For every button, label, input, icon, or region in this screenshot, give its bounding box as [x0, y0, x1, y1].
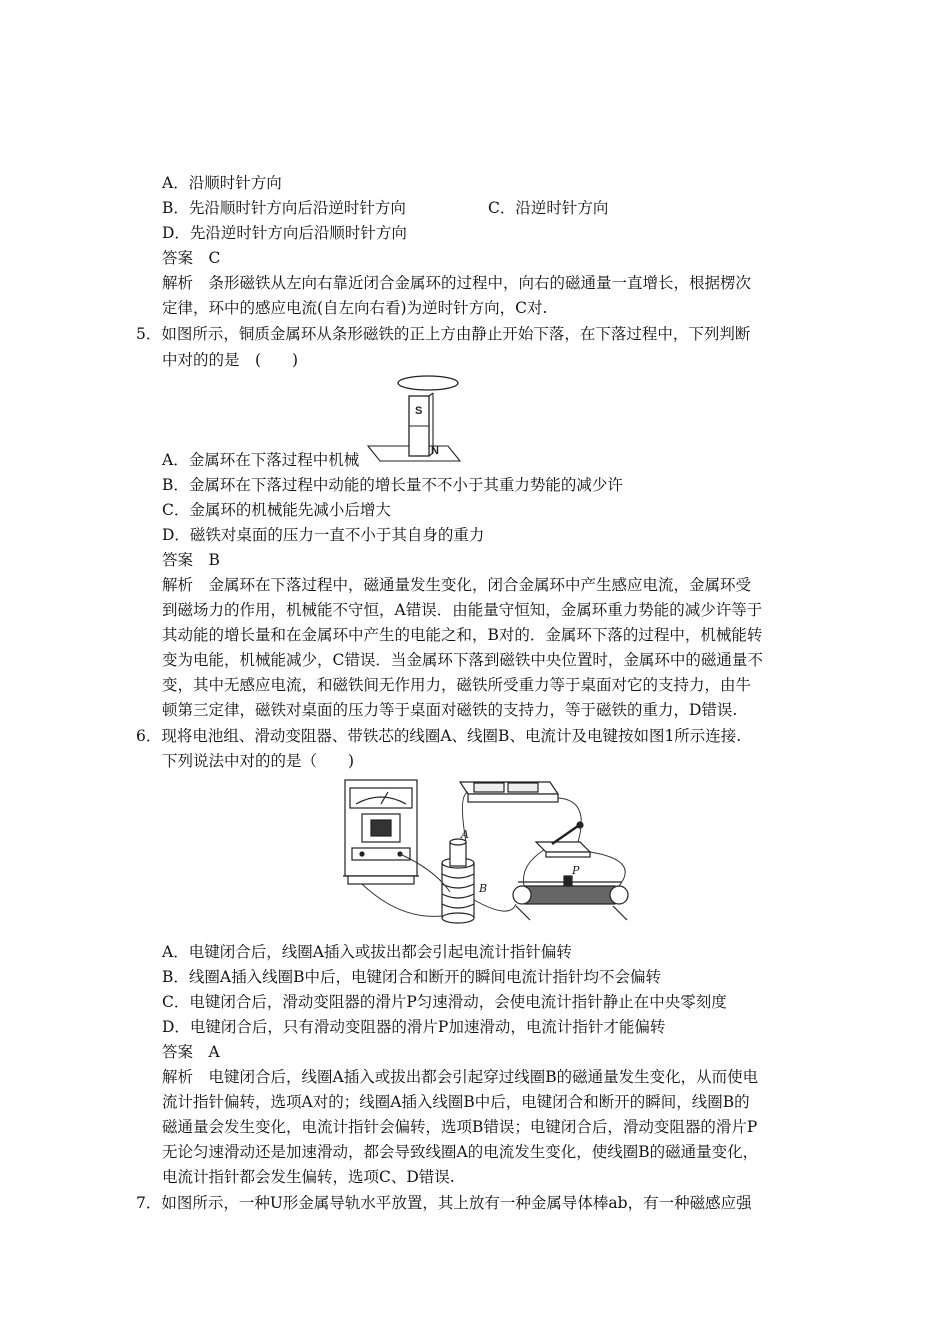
q6-analysis-line: 电流计指针都会发生偏转，选项C、D错误.: [162, 1168, 455, 1186]
q6-stem-line: 下列说法中对的的是（ ): [162, 752, 355, 770]
q6-analysis-line: 磁通量会发生变化，电流计指针会偏转，选项B错误；电键闭合后，滑动变阻器的滑片P: [162, 1118, 758, 1136]
q5-option-c: C．金属环的机械能先减小后增大: [162, 501, 391, 519]
q4-option-a: A．沿顺时针方向: [162, 174, 282, 192]
q4-option-c: C．沿逆时针方向: [488, 199, 609, 217]
q5-analysis-line: 顿第三定律，磁铁对桌面的压力等于桌面对磁铁的支持力，等于磁铁的重力，D错误.: [162, 701, 738, 719]
q5-analysis-line: 解析 金属环在下落过程中，磁通量发生变化，闭合金属环中产生感应电流，金属环受: [162, 576, 752, 594]
q5-option-a: A．金属环在下落过程中机械: [162, 451, 360, 469]
q4-answer: 答案 C: [162, 249, 221, 267]
q6-analysis-line: 流计指针偏转，选项A对的；线圈A插入线圈B中后，电键闭合和断开的瞬间，线圈B的: [162, 1093, 750, 1111]
q5-option-b: B．金属环在下落过程中动能的增长量不不小于其重力势能的减少许: [162, 476, 623, 494]
coil-b: [442, 858, 474, 923]
q5-stem-line: 5．如图所示，铜质金属环从条形磁铁的正上方由静止开始下落，在下落过程中，下列判断: [136, 325, 751, 343]
q6-option-b: B．线圈A插入线圈B中后，电键闭合和断开的瞬间电流计指针均不会偏转: [162, 968, 661, 986]
magnet-s-label: S: [415, 405, 423, 417]
q5-analysis-line: 变为电能，机械能减少，C错误．当金属环下落到磁铁中央位置时，金属环中的磁通量不: [162, 651, 763, 669]
q6-option-a: A．电键闭合后，线圈A插入或拔出都会引起电流计指针偏转: [162, 943, 572, 961]
q6-analysis-line: 无论匀速滑动还是加速滑动，都会导致线圈A的电流发生变化，使线圈B的磁通量变化，: [162, 1143, 759, 1161]
magnet-n-label: N: [431, 445, 439, 457]
q5-analysis-line: 其动能的增长量和在金属环中产生的电能之和，B对的．金属环下落的过程中，机械能转: [162, 626, 763, 644]
coil-b-label: B: [479, 882, 488, 895]
q4-analysis-line: 解析 条形磁铁从左向右靠近闭合金属环的过程中，向右的磁通量一直增长，根据楞次: [162, 274, 752, 292]
q6-stem-line: 6．现将电池组、滑动变阻器、带铁芯的线圈A、线圈B、电流计及电键按如图1所示连接.: [136, 727, 742, 745]
q6-option-c: C．电键闭合后，滑动变阻器的滑片P匀速滑动，会使电流计指针静止在中央零刻度: [162, 993, 727, 1011]
q5-option-d: D．磁铁对桌面的压力一直不小于其自身的重力: [162, 526, 485, 544]
q5-stem-line: 中对的的是 ( ): [162, 351, 299, 369]
battery-pack: [460, 782, 558, 802]
q5-answer: 答案 B: [162, 551, 220, 569]
magnet-ring-figure: [360, 368, 470, 468]
q7-stem-line: 7．如图所示，一种U形金属导轨水平放置，其上放有一种金属导体棒ab，有一种磁感应强: [136, 1194, 752, 1212]
q6-answer: 答案 A: [162, 1043, 220, 1061]
q6-analysis-line: 解析 电键闭合后，线圈A插入或拔出都会引起穿过线圈B的磁通量发生变化，从而使电: [162, 1068, 759, 1086]
slider-p-label: P: [572, 864, 580, 877]
circuit-apparatus-figure: [340, 770, 635, 930]
coil-a: [450, 839, 466, 866]
q6-option-d: D．电键闭合后，只有滑动变阻器的滑片P加速滑动，电流计指针才能偏转: [162, 1018, 666, 1036]
q4-option-d: D．先沿逆时针方向后沿顺时针方向: [162, 224, 407, 242]
galvanometer: [343, 780, 419, 884]
q5-analysis-line: 变，其中无感应电流，和磁铁间无作用力，磁铁所受重力等于桌面对它的支持力，由牛: [162, 676, 752, 694]
q4-option-b: B．先沿顺时针方向后沿逆时针方向: [162, 199, 406, 217]
q4-analysis-line: 定律，环中的感应电流(自左向右看)为逆时针方向，C对.: [162, 299, 548, 317]
q5-analysis-line: 到磁场力的作用，机械能不守恒，A错误．由能量守恒知，金属环重力势能的减少许等于: [162, 601, 763, 619]
metal-ring: [398, 376, 458, 390]
knife-switch: [536, 822, 590, 857]
coil-a-label: A: [461, 828, 469, 841]
rheostat: [513, 876, 628, 920]
